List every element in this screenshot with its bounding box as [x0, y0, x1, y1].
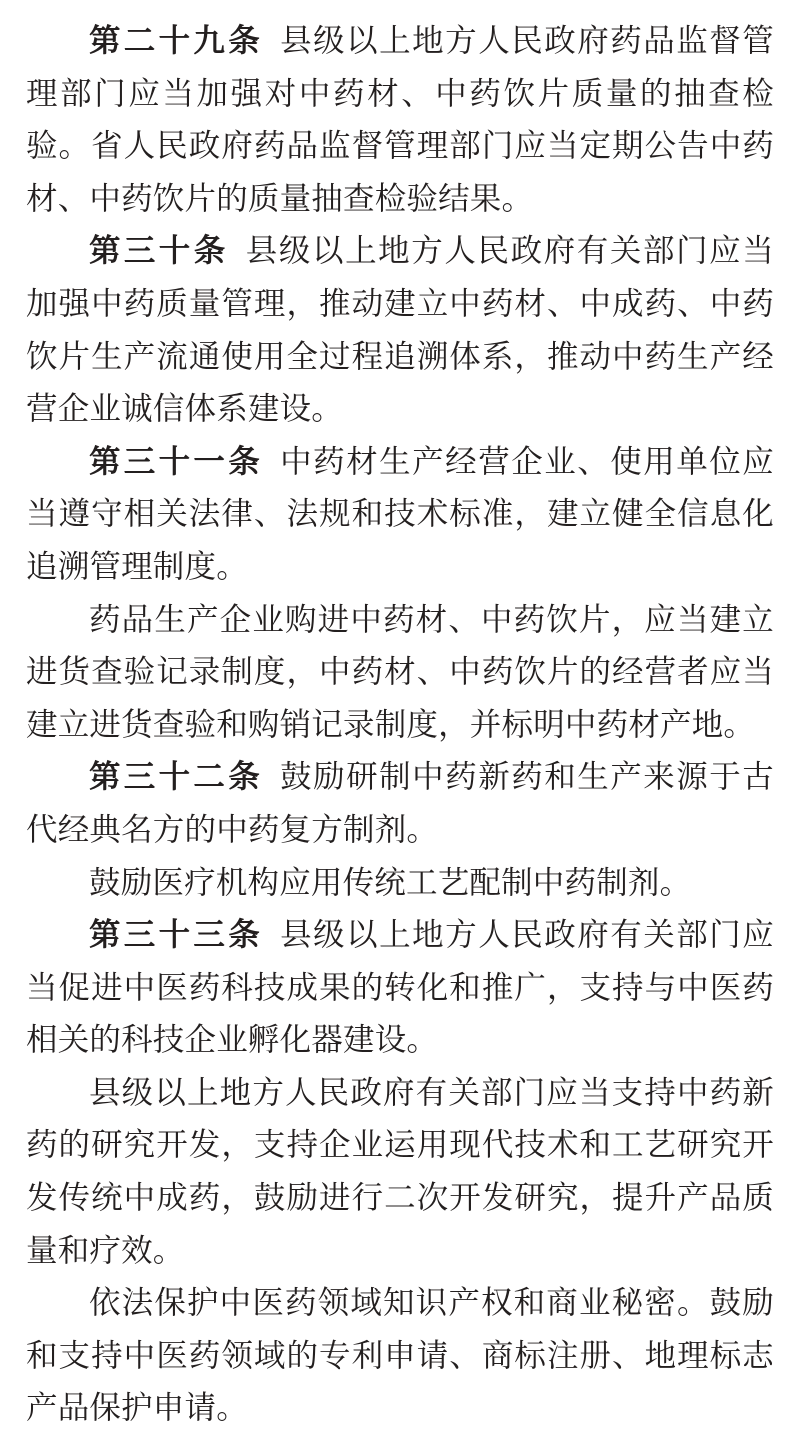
paragraph — [26, 908, 774, 1066]
paragraph — [26, 750, 774, 855]
paragraph-body: 依法保护中医药领域知识产权和商业秘密。鼓励和支持中医药领域的专利申请、商标注册、地理标志产品保护申请。 — [26, 1284, 774, 1426]
paragraph-body: 药品生产企业购进中药材、中药饮片，应当建立进货查验记录制度，中药材、中药饮片的经营者应当建立进货查验和购销记录制度，并标明中药材产地。 — [26, 600, 774, 742]
paragraph — [26, 856, 774, 909]
paragraph-body: 县级以上地方人民政府有关部门应当支持中药新药的研究开发，支持企业运用现代技术和工艺研究开发传统中成药，鼓励进行二次开发研究，提升产品质量和疗效。 — [26, 1073, 774, 1268]
paragraph-body: 鼓励研制中药新药和生产来源于古代经典名方的中药复方制剂。 — [26, 758, 774, 847]
article-label: 第二十九条 — [89, 22, 264, 58]
paragraph-body: 中药材生产经营企业、使用单位应当遵守相关法律、法规和技术标准，建立健全信息化追溯管理制度。 — [26, 442, 774, 584]
paragraph-body: 县级以上地方人民政府有关部门应当加强中药质量管理，推动建立中药材、中成药、中药饮片生产流通使用全过程追溯体系，推动中药生产经营企业诚信体系建设。 — [26, 232, 774, 427]
paragraph — [26, 593, 774, 751]
paragraph-body: 县级以上地方人民政府有关部门应当促进中医药科技成果的转化和推广，支持与中医药相关的科技企业孵化器建设。 — [26, 916, 774, 1058]
article-label: 第三十条 — [89, 232, 229, 269]
paragraph — [26, 435, 774, 593]
article-label: 第三十一条 — [89, 442, 264, 479]
paragraph-body: 县级以上地方人民政府药品监督管理部门应当加强对中药材、中药饮片质量的抽查检验。省人民政府药品监督管理部门应当定期公告中药材、中药饮片的质量抽查检验结果。 — [26, 22, 774, 216]
paragraph — [26, 1066, 774, 1276]
paragraph — [26, 14, 774, 224]
paragraph — [26, 1276, 774, 1434]
article-label: 第三十二条 — [89, 758, 264, 795]
paragraph-body: 鼓励医疗机构应用传统工艺配制中药制剂。 — [89, 863, 692, 900]
paragraph — [26, 224, 774, 434]
article-label: 第三十三条 — [89, 916, 264, 953]
